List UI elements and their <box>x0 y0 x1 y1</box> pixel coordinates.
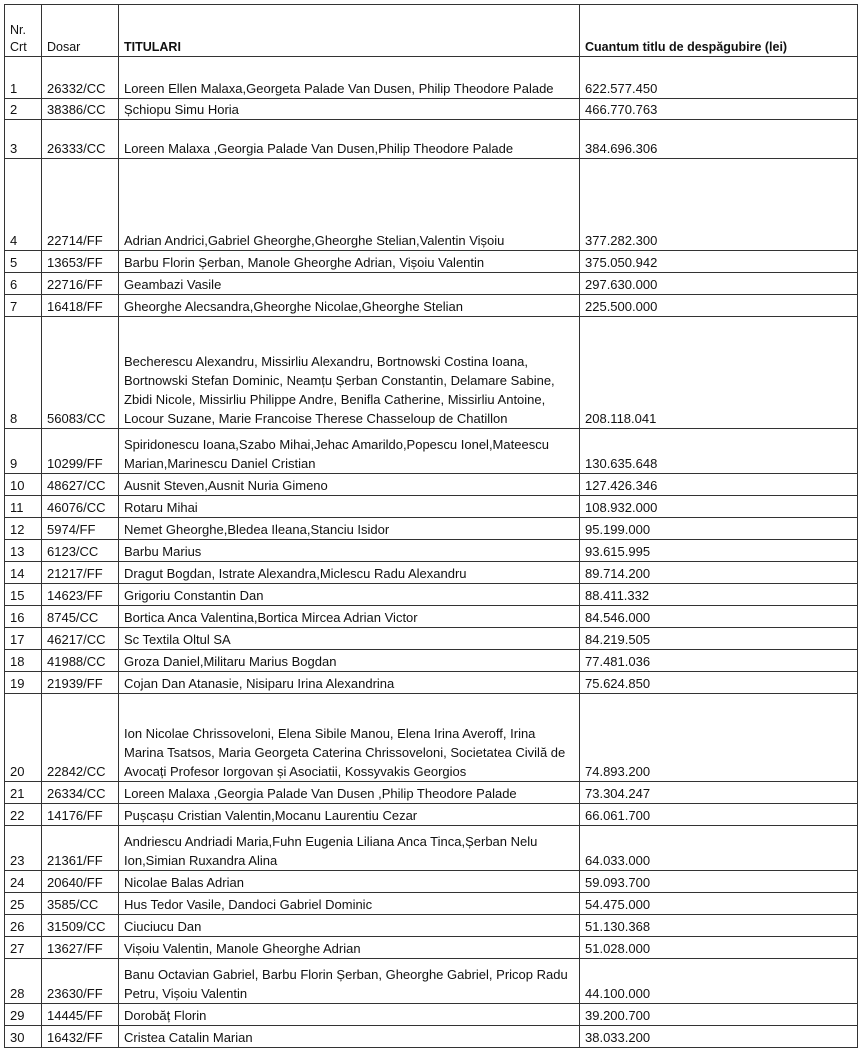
cell-dosar: 41988/CC <box>42 650 119 672</box>
table-row <box>5 782 858 804</box>
table-row <box>5 518 858 540</box>
cell-titulari: Becherescu Alexandru, Missirliu Alexandru, Bortnowski Costina Ioana, Bortnowski Stefan Dominic, Neamțu Șerban Constantin, Delamare Sabine, Zbidi Nicole, Missirliu Philippe Andre, Benifla Catherine, Missirliu Antoine, Locour Suzane, Marie Francoise Therese Chasseloup de Chatillon <box>119 317 580 429</box>
cell-titulari: Ausnit Steven,Ausnit Nuria Gimeno <box>119 474 580 496</box>
header-titulari: TITULARI <box>119 5 580 57</box>
cell-titulari: Adrian Andrici,Gabriel Gheorghe,Gheorghe Stelian,Valentin Vișoiu <box>119 159 580 251</box>
cell-nr: 11 <box>5 496 42 518</box>
cell-suma: 84.546.000 <box>580 606 858 628</box>
cell-titulari: Hus Tedor Vasile, Dandoci Gabriel Dominic <box>119 893 580 915</box>
cell-suma: 59.093.700 <box>580 871 858 893</box>
table-row <box>5 159 858 251</box>
cell-dosar: 10299/FF <box>42 429 119 474</box>
cell-titulari: Grigoriu Constantin Dan <box>119 584 580 606</box>
cell-nr: 20 <box>5 694 42 782</box>
cell-suma: 75.624.850 <box>580 672 858 694</box>
cell-nr: 30 <box>5 1026 42 1048</box>
table-row <box>5 317 858 429</box>
table-row <box>5 1026 858 1048</box>
cell-dosar: 22716/FF <box>42 273 119 295</box>
table-row <box>5 804 858 826</box>
cell-titulari: Spiridonescu Ioana,Szabo Mihai,Jehac Amarildo,Popescu Ionel,Mateescu Marian,Marinescu Daniel Cristian <box>119 429 580 474</box>
cell-dosar: 13627/FF <box>42 937 119 959</box>
table-row <box>5 584 858 606</box>
cell-titulari: Loreen Malaxa ,Georgia Palade Van Dusen ,Philip Theodore Palade <box>119 782 580 804</box>
header-dosar: Dosar <box>42 5 119 57</box>
cell-nr: 14 <box>5 562 42 584</box>
table-row <box>5 937 858 959</box>
cell-suma: 44.100.000 <box>580 959 858 1004</box>
table-row <box>5 57 858 99</box>
cell-titulari: Andriescu Andriadi Maria,Fuhn Eugenia Liliana Anca Tinca,Șerban Nelu Ion,Simian Ruxandra Alina <box>119 826 580 871</box>
cell-dosar: 5974/FF <box>42 518 119 540</box>
cell-titulari: Loreen Ellen Malaxa,Georgeta Palade Van Dusen, Philip Theodore Palade <box>119 57 580 99</box>
table-row <box>5 429 858 474</box>
cell-nr: 5 <box>5 251 42 273</box>
table-row <box>5 672 858 694</box>
cell-dosar: 20640/FF <box>42 871 119 893</box>
cell-dosar: 46076/CC <box>42 496 119 518</box>
table-row <box>5 120 858 159</box>
cell-nr: 23 <box>5 826 42 871</box>
cell-titulari: Loreen Malaxa ,Georgia Palade Van Dusen,Philip Theodore Palade <box>119 120 580 159</box>
cell-titulari: Barbu Marius <box>119 540 580 562</box>
cell-titulari: Gheorghe Alecsandra,Gheorghe Nicolae,Gheorghe Stelian <box>119 295 580 317</box>
table-row <box>5 540 858 562</box>
cell-nr: 29 <box>5 1004 42 1026</box>
cell-suma: 384.696.306 <box>580 120 858 159</box>
cell-nr: 13 <box>5 540 42 562</box>
cell-dosar: 56083/CC <box>42 317 119 429</box>
table-row <box>5 694 858 782</box>
cell-nr: 19 <box>5 672 42 694</box>
cell-titulari: Dorobăț Florin <box>119 1004 580 1026</box>
cell-nr: 2 <box>5 99 42 120</box>
cell-titulari: Banu Octavian Gabriel, Barbu Florin Șerban, Gheorghe Gabriel, Pricop Radu Petru, Vișoiu Valentin <box>119 959 580 1004</box>
cell-nr: 22 <box>5 804 42 826</box>
cell-suma: 108.932.000 <box>580 496 858 518</box>
cell-titulari: Nicolae Balas Adrian <box>119 871 580 893</box>
table-row <box>5 1004 858 1026</box>
cell-dosar: 21939/FF <box>42 672 119 694</box>
cell-nr: 8 <box>5 317 42 429</box>
cell-nr: 1 <box>5 57 42 99</box>
cell-suma: 208.118.041 <box>580 317 858 429</box>
cell-nr: 26 <box>5 915 42 937</box>
cell-suma: 130.635.648 <box>580 429 858 474</box>
table-row <box>5 562 858 584</box>
cell-dosar: 46217/CC <box>42 628 119 650</box>
cell-nr: 9 <box>5 429 42 474</box>
cell-nr: 24 <box>5 871 42 893</box>
cell-dosar: 14445/FF <box>42 1004 119 1026</box>
cell-nr: 4 <box>5 159 42 251</box>
cell-suma: 73.304.247 <box>580 782 858 804</box>
table-row <box>5 474 858 496</box>
cell-titulari: Dragut Bogdan, Istrate Alexandra,Miclescu Radu Alexandru <box>119 562 580 584</box>
cell-dosar: 8745/CC <box>42 606 119 628</box>
cell-dosar: 38386/CC <box>42 99 119 120</box>
cell-suma: 622.577.450 <box>580 57 858 99</box>
compensation-table <box>4 4 858 1048</box>
cell-suma: 66.061.700 <box>580 804 858 826</box>
cell-titulari: Șchiopu Simu Horia <box>119 99 580 120</box>
table-row <box>5 295 858 317</box>
cell-nr: 16 <box>5 606 42 628</box>
cell-suma: 225.500.000 <box>580 295 858 317</box>
cell-suma: 74.893.200 <box>580 694 858 782</box>
cell-dosar: 13653/FF <box>42 251 119 273</box>
cell-dosar: 22714/FF <box>42 159 119 251</box>
table-row <box>5 959 858 1004</box>
cell-titulari: Geambazi Vasile <box>119 273 580 295</box>
cell-titulari: Nemet Gheorghe,Bledea Ileana,Stanciu Isidor <box>119 518 580 540</box>
table-row <box>5 628 858 650</box>
table-row <box>5 273 858 295</box>
header-row <box>5 5 858 57</box>
cell-dosar: 22842/CC <box>42 694 119 782</box>
cell-titulari: Groza Daniel,Militaru Marius Bogdan <box>119 650 580 672</box>
cell-nr: 17 <box>5 628 42 650</box>
cell-dosar: 14176/FF <box>42 804 119 826</box>
cell-titulari: Cristea Catalin Marian <box>119 1026 580 1048</box>
cell-suma: 466.770.763 <box>580 99 858 120</box>
cell-suma: 89.714.200 <box>580 562 858 584</box>
cell-suma: 377.282.300 <box>580 159 858 251</box>
cell-titulari: Pușcașu Cristian Valentin,Mocanu Laurentiu Cezar <box>119 804 580 826</box>
cell-suma: 51.130.368 <box>580 915 858 937</box>
cell-suma: 127.426.346 <box>580 474 858 496</box>
table-row <box>5 251 858 273</box>
cell-nr: 25 <box>5 893 42 915</box>
header-cuantum: Cuantum titlu de despăgubire (lei) <box>580 5 858 57</box>
table-row <box>5 496 858 518</box>
cell-nr: 12 <box>5 518 42 540</box>
cell-nr: 10 <box>5 474 42 496</box>
cell-suma: 84.219.505 <box>580 628 858 650</box>
cell-suma: 95.199.000 <box>580 518 858 540</box>
cell-titulari: Bortica Anca Valentina,Bortica Mircea Adrian Victor <box>119 606 580 628</box>
table-row <box>5 893 858 915</box>
cell-nr: 27 <box>5 937 42 959</box>
cell-nr: 18 <box>5 650 42 672</box>
table-row <box>5 915 858 937</box>
cell-dosar: 26332/CC <box>42 57 119 99</box>
cell-suma: 38.033.200 <box>580 1026 858 1048</box>
cell-nr: 28 <box>5 959 42 1004</box>
cell-nr: 3 <box>5 120 42 159</box>
header-nr-crt: Nr. Crt <box>5 5 42 57</box>
cell-suma: 51.028.000 <box>580 937 858 959</box>
cell-dosar: 21217/FF <box>42 562 119 584</box>
cell-suma: 297.630.000 <box>580 273 858 295</box>
cell-titulari: Sc Textila Oltul SA <box>119 628 580 650</box>
cell-dosar: 6123/CC <box>42 540 119 562</box>
cell-nr: 6 <box>5 273 42 295</box>
cell-dosar: 26333/CC <box>42 120 119 159</box>
cell-titulari: Ciuciucu Dan <box>119 915 580 937</box>
cell-dosar: 21361/FF <box>42 826 119 871</box>
cell-dosar: 16432/FF <box>42 1026 119 1048</box>
cell-dosar: 23630/FF <box>42 959 119 1004</box>
cell-suma: 88.411.332 <box>580 584 858 606</box>
table-row <box>5 606 858 628</box>
table-row <box>5 99 858 120</box>
cell-suma: 375.050.942 <box>580 251 858 273</box>
cell-titulari: Rotaru Mihai <box>119 496 580 518</box>
cell-titulari: Ion Nicolae Chrissoveloni, Elena Sibile Manou, Elena Irina Averoff, Irina Marina Tsatsos, Maria Georgeta Caterina Chrissoveloni, Societatea Civilă de Avocați Profesor Iorgovan și Asociatii, Kossyvakis Georgios <box>119 694 580 782</box>
cell-dosar: 26334/CC <box>42 782 119 804</box>
cell-suma: 39.200.700 <box>580 1004 858 1026</box>
cell-dosar: 16418/FF <box>42 295 119 317</box>
table-row <box>5 826 858 871</box>
cell-suma: 64.033.000 <box>580 826 858 871</box>
table-row <box>5 650 858 672</box>
cell-titulari: Vișoiu Valentin, Manole Gheorghe Adrian <box>119 937 580 959</box>
cell-suma: 77.481.036 <box>580 650 858 672</box>
cell-suma: 54.475.000 <box>580 893 858 915</box>
cell-dosar: 3585/CC <box>42 893 119 915</box>
cell-dosar: 14623/FF <box>42 584 119 606</box>
cell-dosar: 48627/CC <box>42 474 119 496</box>
cell-titulari: Barbu Florin Șerban, Manole Gheorghe Adrian, Vișoiu Valentin <box>119 251 580 273</box>
table-body <box>5 57 858 1048</box>
cell-suma: 93.615.995 <box>580 540 858 562</box>
cell-titulari: Cojan Dan Atanasie, Nisiparu Irina Alexandrina <box>119 672 580 694</box>
table-row <box>5 871 858 893</box>
cell-dosar: 31509/CC <box>42 915 119 937</box>
cell-nr: 21 <box>5 782 42 804</box>
cell-nr: 15 <box>5 584 42 606</box>
cell-nr: 7 <box>5 295 42 317</box>
